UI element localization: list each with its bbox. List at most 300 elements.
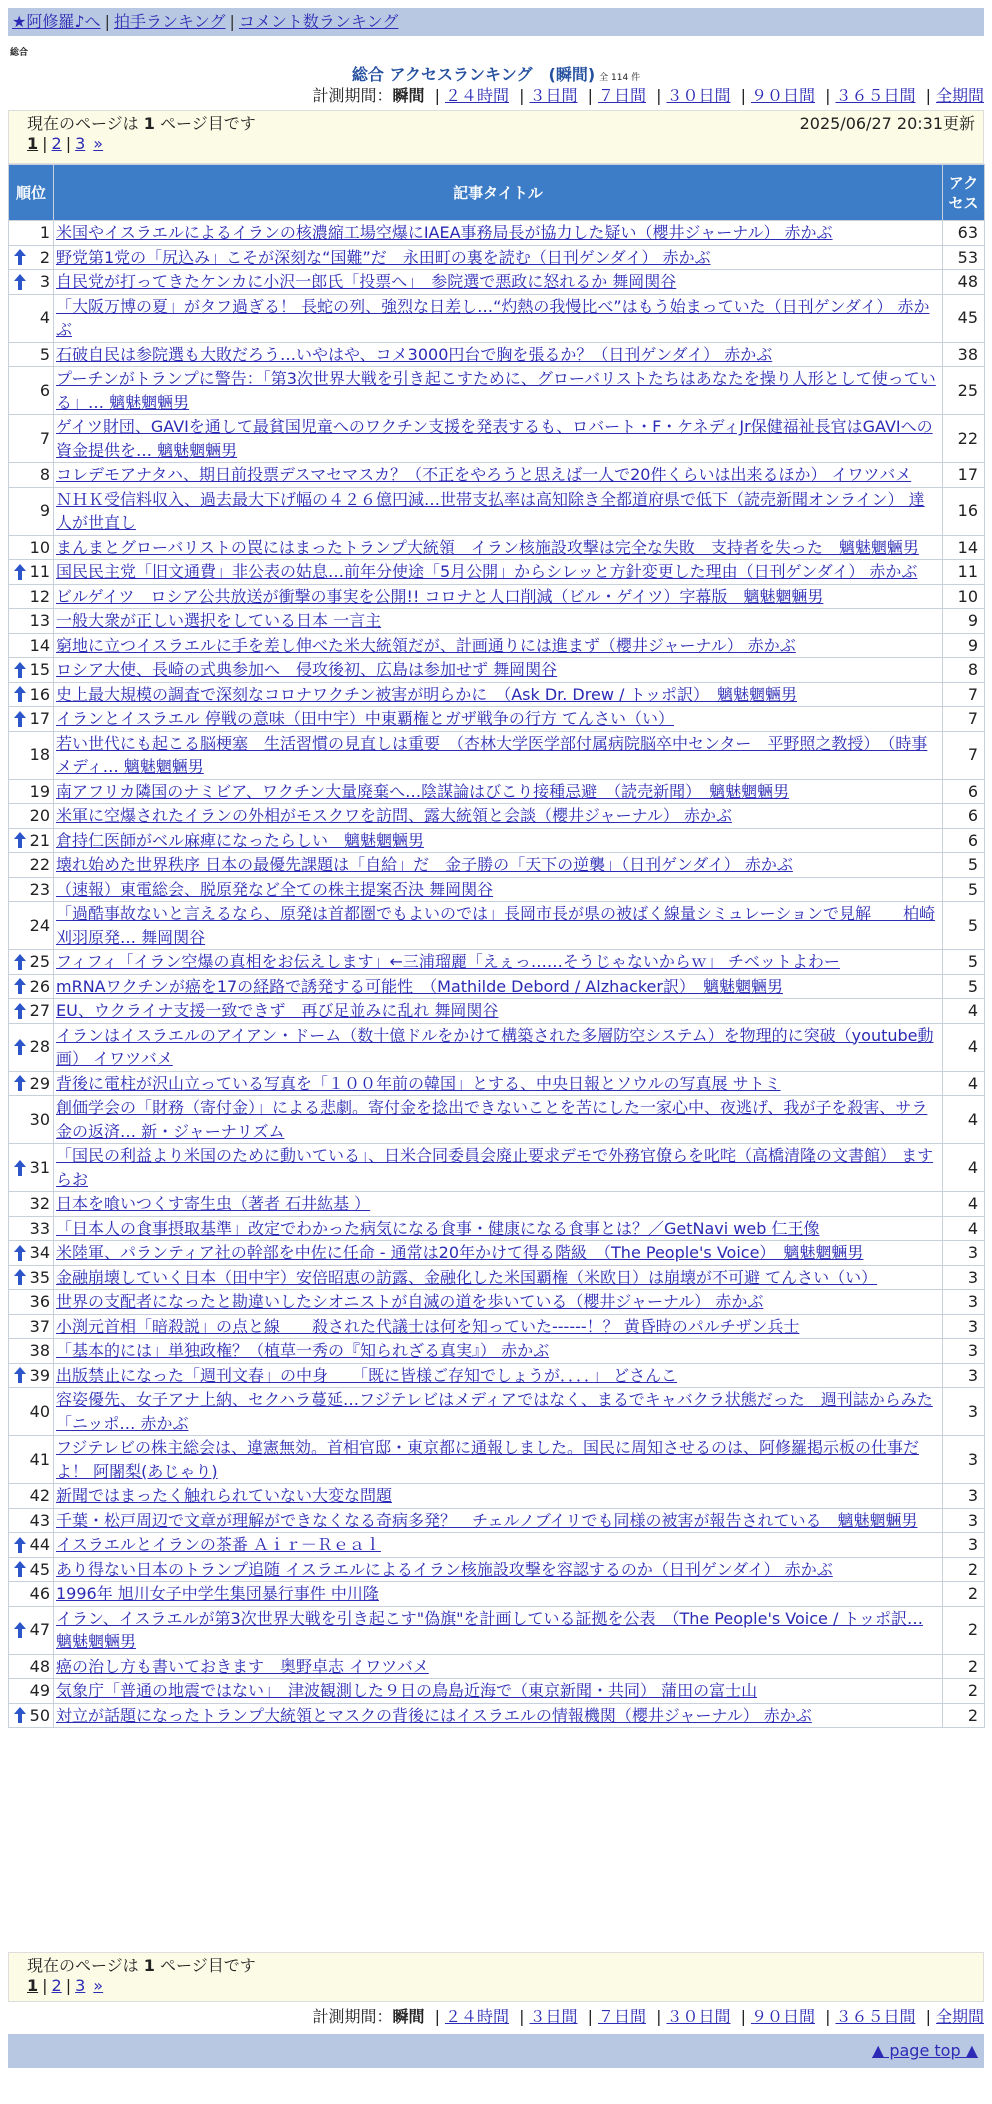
rank-cell (9, 1265, 54, 1290)
rank-number: 38 (29, 1341, 50, 1360)
rank-cell (9, 1071, 54, 1096)
table-row (9, 999, 985, 1024)
up-arrow-icon (13, 1366, 27, 1384)
title-cell (54, 609, 943, 634)
rank-number: 39 (29, 1365, 50, 1385)
rank-number: 35 (29, 1267, 50, 1287)
access-count: 3 (943, 1265, 985, 1290)
table-row (9, 1339, 985, 1364)
access-count: 2 (943, 1703, 985, 1728)
access-count: 10 (943, 584, 985, 609)
period-90d-link[interactable]: ９０日間 (750, 2007, 815, 2026)
table-row (9, 342, 985, 367)
pager-next[interactable]: » (93, 134, 104, 153)
title-cell (54, 1679, 943, 1704)
rank-number: 6 (39, 380, 50, 400)
access-count: 3 (943, 1290, 985, 1315)
article-link[interactable]: プーチンがトランプに警告：「第3次世界大戦を引き起こすために、グローバリストたちはあなたを操り人形として使っている」… 魑魅魍魎男 (56, 369, 936, 412)
pager-top (27, 134, 965, 154)
article-link[interactable]: EU、ウクライナ支援一致できず 再び足並みに乱れ 舞岡関谷 (56, 1001, 499, 1020)
rank-number: 49 (29, 1681, 50, 1700)
up-arrow-icon (13, 1560, 27, 1578)
pager-page-2[interactable]: 2 (51, 1976, 62, 1995)
article-link[interactable]: イスラエルとイランの茶番 Ａｉｒ－Ｒｅａｌ (56, 1535, 381, 1554)
up-arrow-icon (13, 1002, 27, 1020)
rank-cell (9, 804, 54, 829)
title-cell (54, 804, 943, 829)
rank-number: 8 (39, 465, 50, 484)
rank-cell (9, 1582, 54, 1607)
rank-cell (9, 294, 54, 342)
table-row (9, 560, 985, 585)
table-row (9, 1192, 985, 1217)
updated-timestamp: 2025/06/27 20:31更新 (799, 114, 975, 133)
title-cell (54, 633, 943, 658)
access-count: 63 (943, 221, 985, 246)
rank-cell (9, 1339, 54, 1364)
rank-cell (9, 974, 54, 999)
period-24h-link[interactable]: ２４時間 (444, 86, 509, 105)
article-link[interactable]: イランとイスラエル 停戦の意味（田中宇）中東覇権とガザ戦争の行方 てんさい（い） (56, 709, 675, 728)
up-arrow-icon (13, 1621, 27, 1639)
pager-bottom (27, 1976, 965, 1996)
article-link[interactable]: イランはイスラエルのアイアン・ドーム（数十億ドルをかけて構築された多層防空システム）を物理的に突破（youtube動画） イワツバメ (56, 1025, 934, 1068)
rank-number: 22 (29, 855, 50, 874)
rank-number: 18 (29, 745, 50, 765)
title-cell (54, 1096, 943, 1144)
period-separator: | (434, 86, 440, 105)
article-link[interactable]: ビルゲイツ ロシア公共放送が衝撃の事実を公開!! コロナと人口削減（ビル・ゲイツ）字幕版 魑魅魍魎男 (56, 586, 824, 606)
rank-number: 33 (29, 1218, 50, 1238)
rank-number: 13 (29, 611, 50, 630)
access-count: 38 (943, 342, 985, 367)
title-cell (54, 877, 943, 902)
article-link[interactable]: 「国民の利益より米国のために動いている」、日米合同委員会廃止要求デモで外務官僚らを叱咤（高橋清隆の文書館） ますらお (56, 1146, 934, 1189)
rank-cell (9, 828, 54, 853)
page-status-top (8, 110, 984, 164)
article-link[interactable]: 自民党が打ってきたケンカに小沢一郎氏「投票へ」 参院選で悪政に怒れるか 舞岡関谷 (56, 272, 677, 291)
title-cell (54, 294, 943, 342)
table-row (9, 828, 985, 853)
table-row (9, 463, 985, 488)
access-count: 2 (943, 1557, 985, 1582)
rank-number: 45 (29, 1559, 50, 1579)
period-separator: | (740, 2007, 746, 2026)
rank-cell (9, 1290, 54, 1315)
table-row (9, 1508, 985, 1533)
title-cell (54, 974, 943, 999)
rank-cell (9, 950, 54, 975)
article-link[interactable]: 一般大衆が正しい選択をしている日本 一言主 (56, 611, 382, 630)
article-link[interactable]: 新聞ではまったく触れられていない大変な問題 (56, 1486, 393, 1505)
article-link[interactable]: イラン、イスラエルが第3次世界大戦を引き起こす"偽旗"を計画している証拠を公表 （The People's Voice / トッポ訳… 魑魅魍魎男 (56, 1608, 923, 1651)
title-cell (54, 1363, 943, 1388)
table-row (9, 245, 985, 270)
period-24h-link[interactable]: ２４時間 (444, 2007, 509, 2026)
rank-number: 4 (39, 308, 50, 328)
title-cell (54, 1606, 943, 1654)
article-link[interactable]: 「過酷事故ないと言えるなら、原発は首都圏でもよいのでは」長岡市長が県の被ばく線量シミュレーションで見解 柏崎刈羽原発… 舞岡関谷 (56, 904, 936, 947)
period-separator: | (587, 86, 593, 105)
title-cell (54, 535, 943, 560)
access-count: 5 (943, 853, 985, 878)
table-row (9, 415, 985, 463)
entry-count: 全 114 件 (599, 73, 641, 83)
up-arrow-icon (13, 953, 27, 971)
rank-cell (9, 1703, 54, 1728)
title-cell (54, 1265, 943, 1290)
article-link[interactable]: 「日本人の食事摂取基準」改定でわかった病気になる食事・健康になる食事とは？／GetNavi web 仁王像 (56, 1218, 820, 1238)
table-row (9, 1314, 985, 1339)
title-cell (54, 415, 943, 463)
up-arrow-icon (13, 1268, 27, 1286)
page-status-text (27, 1956, 965, 1976)
pager-current-page: 1 (27, 134, 39, 153)
access-count: 4 (943, 999, 985, 1024)
period-365d-link[interactable]: ３６５日間 (835, 2007, 916, 2026)
pager-page-2[interactable]: 2 (51, 134, 62, 153)
period-all-link[interactable]: 全期間 (935, 86, 984, 105)
table-row (9, 1533, 985, 1558)
article-link[interactable]: 南アフリカ隣国のナミビア、ワクチン大量廃棄へ…陰謀論はびこり接種忌避 （読売新聞） 魑魅魍魎男 (56, 781, 790, 801)
rank-cell (9, 1314, 54, 1339)
access-count: 5 (943, 877, 985, 902)
rank-number: 12 (29, 586, 50, 606)
article-link[interactable]: 窮地に立つイスラエルに手を差し伸べた米大統領だが、計画通りには進まず（櫻井ジャーナル） 赤かぶ (56, 635, 796, 655)
title-cell (54, 1314, 943, 1339)
article-link[interactable]: 創価学会の「財務（寄付金）」による悲劇。寄付金を捻出できないことを苦にした一家心中、夜逃げ、我が子を殺害、サラ金の返済… 新・ジャーナリズム (56, 1098, 928, 1141)
access-count: 5 (943, 902, 985, 950)
access-count: 16 (943, 487, 985, 535)
table-row (9, 1144, 985, 1192)
title-cell (54, 1216, 943, 1241)
article-link[interactable]: 気象庁「普通の地震ではない」 津波観測した９日の鳥島近海で（東京新聞・共同） 蒲田の富士山 (56, 1681, 758, 1700)
article-link[interactable]: ＮＨＫ受信料収入、過去最大下げ幅の４２６億円減…世帯支払率は高知除き全都道府県で低下（読売新聞オンライン） 達人が世直し (56, 489, 925, 532)
article-link[interactable]: 米軍に空爆されたイランの外相がモスクワを訪問、露大統領と会談（櫻井ジャーナル） 赤かぶ (56, 806, 732, 825)
ranking-table-body (9, 221, 985, 1728)
article-link[interactable]: （速報）東電総会、脱原発など全ての株主提案否決 舞岡関谷 (56, 879, 494, 899)
access-count: 4 (943, 1192, 985, 1217)
header-title: 記事タイトル (54, 165, 943, 221)
access-count: 3 (943, 1314, 985, 1339)
table-row (9, 731, 985, 779)
title-cell (54, 1290, 943, 1315)
table-row (9, 902, 985, 950)
access-count: 3 (943, 1388, 985, 1436)
table-row (9, 1679, 985, 1704)
table-row (9, 294, 985, 342)
access-count: 2 (943, 1606, 985, 1654)
pager-separator: | (42, 1976, 48, 1995)
article-link[interactable]: 史上最大規模の調査で深刻なコロナワクチン被害が明らかに （Ask Dr. Drew / トッポ訳） 魑魅魍魎男 (56, 684, 797, 704)
bottom-bar (8, 2034, 984, 2068)
rank-number: 40 (29, 1401, 50, 1421)
article-link[interactable]: 容姿優先、女子アナ上納、セクハラ蔓延…フジテレビはメディアではなく、まるでキャバクラ状態だった 週刊誌からみた「ニッポ… 赤かぶ (56, 1390, 933, 1433)
rank-number: 27 (29, 1001, 50, 1020)
rank-cell (9, 415, 54, 463)
table-row (9, 658, 985, 683)
title-cell (54, 1192, 943, 1217)
ranking-title (0, 62, 992, 85)
access-count: 53 (943, 245, 985, 270)
up-arrow-icon (13, 563, 27, 581)
title-cell (54, 707, 943, 732)
period-30d-link[interactable]: ３０日間 (666, 2007, 731, 2026)
rank-number: 44 (29, 1535, 50, 1554)
header-count: アクセス (943, 165, 985, 221)
period-label: 計測期間： (312, 2007, 393, 2026)
rank-number: 15 (29, 660, 50, 679)
page-top-link[interactable]: ▲ page top ▲ (871, 2041, 978, 2060)
rank-cell (9, 1508, 54, 1533)
period-separator: | (825, 86, 831, 105)
article-link[interactable]: 倉持仁医師がベル麻痺になったらしい 魑魅魍魎男 (56, 830, 425, 850)
up-arrow-icon (13, 1536, 27, 1554)
article-link[interactable]: あり得ない日本のトランプ追随 イスラエルによるイラン核施設攻撃を容認するのか（日刊ゲンダイ） 赤かぶ (56, 1559, 833, 1579)
rank-cell (9, 584, 54, 609)
article-link[interactable]: フジテレビの株主総会は、違憲無効。首相官邸・東京都に通報しました。国民に周知させるのは、阿修羅掲示板の仕事だよ！ 阿闍梨(あじゃり) (56, 1438, 920, 1481)
access-count: 2 (943, 1654, 985, 1679)
pager-separator: | (65, 1976, 72, 1995)
access-count: 6 (943, 779, 985, 804)
article-link[interactable]: 1996年 旭川女子中学生集団暴行事件 中川隆 (56, 1584, 379, 1603)
title-cell (54, 853, 943, 878)
table-row (9, 1606, 985, 1654)
up-arrow-icon (13, 273, 27, 291)
rank-cell (9, 367, 54, 415)
rank-number: 16 (29, 684, 50, 704)
comment-ranking-link[interactable]: コメント数ランキング (238, 12, 399, 31)
up-arrow-icon (13, 831, 27, 849)
clap-ranking-link[interactable]: 拍手ランキング (113, 12, 226, 31)
period-30d-link[interactable]: ３０日間 (666, 86, 731, 105)
table-row (9, 853, 985, 878)
article-link[interactable]: 石破自民は参院選も大敗だろう…いやはや、コメ3000円台で胸を張るか？（日刊ゲンダイ） 赤かぶ (56, 344, 773, 364)
access-count: 45 (943, 294, 985, 342)
access-count: 25 (943, 367, 985, 415)
rank-cell (9, 1679, 54, 1704)
period-all-link[interactable]: 全期間 (935, 2007, 984, 2026)
article-link[interactable]: 「大阪万博の夏」がタフ過ぎる！ 長蛇の列、強烈な日差し…“灼熱の我慢比べ”はもう始まっていた（日刊ゲンダイ） 赤かぶ (56, 296, 930, 339)
rank-cell (9, 535, 54, 560)
article-link[interactable]: コレデモアナタハ、期日前投票デスマセマスカ？（不正をやろうと思えば一人で20件くらいは出来るほか） イワツバメ (56, 465, 912, 484)
article-link[interactable]: 若い世代にも起こる脳梗塞 生活習慣の見直しは重要 （杏林大学医学部付属病院脳卒中センター 平野照之教授） （時事メディ… 魑魅魍魎男 (56, 733, 928, 776)
pager-page-3[interactable]: 3 (75, 1976, 86, 1995)
status-text: 現在のページは (27, 1956, 144, 1975)
table-row (9, 707, 985, 732)
access-count: 17 (943, 463, 985, 488)
pager-separator: | (65, 134, 72, 153)
rank-cell (9, 270, 54, 295)
access-count: 3 (943, 1339, 985, 1364)
rank-number: 34 (29, 1243, 50, 1262)
access-count: 4 (943, 1216, 985, 1241)
rank-number: 26 (29, 976, 50, 996)
rank-cell (9, 342, 54, 367)
article-link[interactable]: 金融崩壊していく日本（田中宇）安倍昭恵の訪露、金融化した米国覇権（米欧日）は崩壊が不可避 てんさい（い） (56, 1267, 878, 1287)
table-row (9, 779, 985, 804)
up-arrow-icon (13, 1159, 27, 1177)
access-count: 3 (943, 1533, 985, 1558)
access-count: 6 (943, 828, 985, 853)
period-7d-link[interactable]: ７日間 (597, 2007, 646, 2026)
access-count: 5 (943, 974, 985, 999)
article-link[interactable]: 米国やイスラエルによるイランの核濃縮工場空爆にIAEA事務局長が協力した疑い（櫻井ジャーナル） 赤かぶ (56, 223, 833, 242)
title-cell (54, 682, 943, 707)
rank-number: 9 (39, 501, 50, 521)
table-row (9, 584, 985, 609)
table-row (9, 367, 985, 415)
article-link[interactable]: フィフィ「イラン空爆の真相をお伝えします」←三浦瑠麗「えぇっ……そうじゃないからｗ」 チベットよわー (56, 952, 840, 971)
home-link[interactable]: ★阿修羅♪へ (12, 12, 101, 31)
rank-cell (9, 999, 54, 1024)
period-7d-link[interactable]: ７日間 (597, 86, 646, 105)
article-link[interactable]: 米陸軍、パランティア社の幹部を中佐に任命 - 通常は20年かけて得る階級 （The People's Voice） 魑魅魍魎男 (56, 1243, 864, 1262)
rank-cell (9, 1533, 54, 1558)
title-cell (54, 1654, 943, 1679)
pager-current-page: 1 (27, 1976, 39, 1995)
title-cell (54, 1484, 943, 1509)
title-cell (54, 1557, 943, 1582)
rank-cell (9, 1363, 54, 1388)
rank-cell (9, 487, 54, 535)
up-arrow-icon (13, 1244, 27, 1262)
access-count: 6 (943, 804, 985, 829)
rank-cell (9, 1096, 54, 1144)
period-90d-link[interactable]: ９０日間 (750, 86, 815, 105)
table-row (9, 1388, 985, 1436)
title-cell (54, 1436, 943, 1484)
title-cell (54, 1703, 943, 1728)
current-page-number: 1 (143, 1956, 155, 1975)
status-text: 現在のページは (27, 114, 144, 133)
rank-cell (9, 1436, 54, 1484)
rank-number: 10 (29, 537, 50, 557)
pager-next[interactable]: » (93, 1976, 104, 1995)
table-header-row (9, 165, 985, 221)
title-cell (54, 463, 943, 488)
article-link[interactable]: まんまとグローバリストの罠にはまったトランプ大統領 イラン核施設攻撃は完全な失敗 支持者を失った 魑魅魍魎男 (56, 537, 919, 557)
rank-cell (9, 1241, 54, 1266)
period-separator: | (519, 2007, 525, 2026)
table-row (9, 682, 985, 707)
title-cell (54, 584, 943, 609)
period-separator: | (656, 2007, 662, 2026)
header-rank: 順位 (9, 165, 54, 221)
access-count: 4 (943, 1096, 985, 1144)
rank-number: 20 (29, 806, 50, 825)
access-count: 7 (943, 707, 985, 732)
article-link[interactable]: 背後に電柱が沢山立っている写真を「１００年前の韓国」とする、中央日報とソウルの写真展 サトミ (56, 1073, 781, 1093)
rank-number: 41 (29, 1449, 50, 1469)
rank-number: 7 (39, 428, 50, 448)
rank-cell (9, 731, 54, 779)
table-row (9, 1216, 985, 1241)
title-cell (54, 999, 943, 1024)
rank-cell (9, 902, 54, 950)
rank-number: 29 (29, 1073, 50, 1093)
status-text: ページ目です (154, 114, 256, 133)
up-arrow-icon (13, 710, 27, 728)
period-separator: | (587, 2007, 593, 2026)
rank-number: 47 (29, 1620, 50, 1640)
rank-cell (9, 877, 54, 902)
title-cell (54, 487, 943, 535)
rank-number: 30 (29, 1109, 50, 1129)
table-row (9, 1703, 985, 1728)
article-link[interactable]: ゲイツ財団、GAVIを通して最貧国児童へのワクチン支援を発表するも、ロバート・F・ケネディJr保健福祉長官はGAVIへの資金提供を… 魑魅魍魎男 (56, 417, 933, 460)
rank-cell (9, 463, 54, 488)
article-link[interactable]: ロシア大使、長崎の式典参加へ 侵攻後初、広島は参加せず 舞岡関谷 (56, 660, 558, 679)
period-label: 計測期間： (312, 86, 393, 105)
status-text: ページ目です (154, 1956, 256, 1975)
access-count: 4 (943, 1071, 985, 1096)
article-link[interactable]: 千葉・松戸周辺で文章が理解ができなくなる奇病多発？ チェルノブイリでも同様の被害が報告されている 魑魅魍魎男 (56, 1510, 918, 1530)
title-cell (54, 1071, 943, 1096)
period-365d-link[interactable]: ３６５日間 (835, 86, 916, 105)
article-link[interactable]: 世界の支配者になったと勘違いしたシオニストが自滅の道を歩いている（櫻井ジャーナル） 赤かぶ (56, 1292, 764, 1311)
article-link[interactable]: 野党第1党の「尻込み」こそが深刻な“国難”だ 永田町の裏を読む（日刊ゲンダイ） 赤かぶ (56, 247, 711, 267)
table-row (9, 950, 985, 975)
rank-number: 32 (29, 1194, 50, 1213)
access-count: 5 (943, 950, 985, 975)
period-selector-bottom (312, 2007, 984, 2027)
rank-number: 21 (29, 830, 50, 850)
nav-separator: | (229, 12, 235, 31)
title-cell (54, 1241, 943, 1266)
rank-number: 31 (29, 1157, 50, 1177)
title-cell (54, 1388, 943, 1436)
title-cell (54, 245, 943, 270)
rank-cell (9, 1557, 54, 1582)
title-cell (54, 270, 943, 295)
access-count: 9 (943, 633, 985, 658)
article-link[interactable]: 「基本的には」単独政権？（植草一秀の『知られざる真実』） 赤かぶ (56, 1341, 550, 1360)
access-count: 9 (943, 609, 985, 634)
table-row (9, 1096, 985, 1144)
period-3d-link[interactable]: ３日間 (529, 86, 578, 105)
period-3d-link[interactable]: ３日間 (529, 2007, 578, 2026)
article-link[interactable]: 日本を喰いつくす寄生虫（著者 石井紘基 ） (56, 1194, 371, 1213)
up-arrow-icon (13, 1706, 27, 1724)
current-page-number: 1 (143, 114, 155, 133)
rank-cell (9, 1606, 54, 1654)
access-count: 7 (943, 682, 985, 707)
table-row (9, 974, 985, 999)
pager-page-3[interactable]: 3 (75, 134, 86, 153)
rank-cell (9, 221, 54, 246)
article-link[interactable]: 癌の治し方も書いておきます 奥野卓志 イワツバメ (56, 1656, 429, 1676)
rank-number: 24 (29, 915, 50, 935)
rank-number: 2 (39, 247, 50, 267)
title-cell (54, 731, 943, 779)
article-link[interactable]: 国民民主党「旧文通費」非公表の姑息…前年分使途「5月公開」からシレッと方針変更した理由（日刊ゲンダイ） 赤かぶ (56, 562, 918, 581)
title-cell (54, 950, 943, 975)
rank-cell (9, 682, 54, 707)
rank-cell (9, 245, 54, 270)
article-link[interactable]: 小渕元首相「暗殺説」の点と線 殺された代議士は何を知っていた------！？ 黄昏時のパルチザン兵士 (56, 1316, 800, 1336)
up-arrow-icon (13, 661, 27, 679)
period-separator: | (925, 2007, 931, 2026)
period-separator: | (925, 86, 931, 105)
article-link[interactable]: 出版禁止になった「週刊文春」の中身 「既に皆様ご存知でしょうが．．．．」 どさんこ (56, 1365, 678, 1385)
article-link[interactable]: mRNAワクチンが癌を17の経路で誘発する可能性 （Mathilde Debord / Alzhacker訳） 魑魅魍魎男 (56, 976, 783, 996)
article-link[interactable]: 壊れ始めた世界秩序 日本の最優先課題は「自給」だ 金子勝の「天下の逆襲」（日刊ゲンダイ） 赤かぶ (56, 855, 793, 874)
table-row (9, 1363, 985, 1388)
table-row (9, 1290, 985, 1315)
period-separator: | (519, 86, 525, 105)
article-link[interactable]: 対立が話題になったトランプ大統領とマスクの背後にはイスラエルの情報機関（櫻井ジャーナル） 赤かぶ (56, 1705, 812, 1725)
